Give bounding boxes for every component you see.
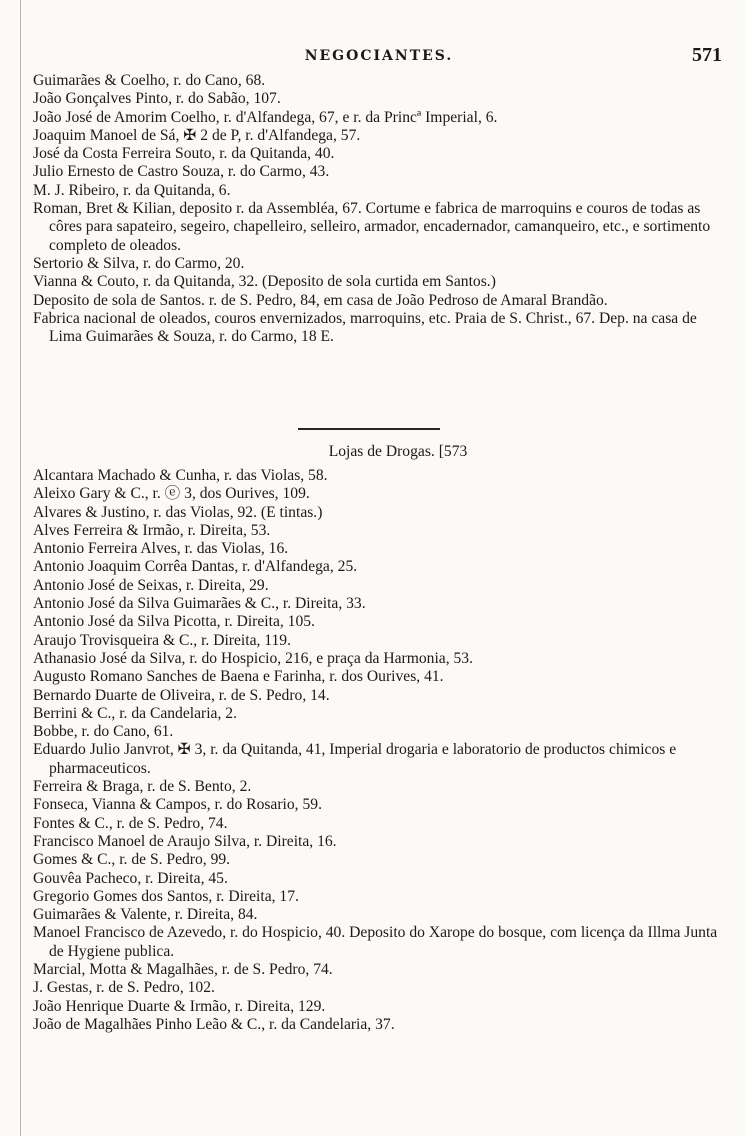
list-entry: Vianna & Couto, r. da Quitanda, 32. (Deposito de sola curtida em Santos.) — [33, 273, 496, 291]
list-entry: Athanasio José da Silva, r. do Hospicio, 216, e praça da Harmonia, 53. — [33, 649, 473, 667]
list-entry: Joaquim Manoel de Sá, ✠ 2 de P, r. d'Alfandega, 57. — [33, 126, 361, 144]
list-entry: Julio Ernesto de Castro Souza, r. do Carmo, 43. — [33, 163, 330, 181]
section-title: NEGOCIANTES. — [304, 48, 454, 64]
list-entry: Sertorio & Silva, r. do Carmo, 20. — [33, 254, 245, 272]
list-entry: Eduardo Julio Janvrot, ✠ 3, r. da Quitanda, 41, Imperial drogaria e laboratorio de productos chimicos e pharmaceuticos. — [33, 741, 677, 777]
list-entry: Bernardo Duarte de Oliveira, r. de S. Pedro, 14. — [33, 686, 330, 704]
list-entry: Fontes & C., r. de S. Pedro, 74. — [33, 814, 228, 832]
list-entry: Gouvêa Pacheco, r. Direita, 45. — [33, 869, 228, 887]
list-entry: João de Magalhães Pinho Leão & C., r. da Candelaria, 37. — [33, 1015, 395, 1033]
list-entry: Alvares & Justino, r. das Violas, 92. (E tintas.) — [33, 503, 323, 521]
negociantes-list — [33, 72, 733, 346]
list-entry: Alves Ferreira & Irmão, r. Direita, 53. — [33, 521, 271, 539]
list-entry: Manoel Francisco de Azevedo, r. do Hospicio, 40. Deposito do Xarope do bosque, com licença da Illma Junta de Hygiene publica. — [33, 924, 718, 960]
list-entry: Augusto Romano Sanches de Baena e Farinha, r. dos Ourives, 41. — [33, 668, 444, 686]
list-entry: Antonio José da Silva Picotta, r. Direita, 105. — [33, 613, 315, 631]
page-header — [30, 44, 728, 70]
list-entry: J. Gestas, r. de S. Pedro, 102. — [33, 979, 215, 997]
list-entry: Gomes & C., r. de S. Pedro, 99. — [33, 851, 231, 869]
list-entry: Antonio Ferreira Alves, r. das Violas, 16. — [33, 540, 289, 558]
list-entry: Gregorio Gomes dos Santos, r. Direita, 17. — [33, 887, 299, 905]
margin-rule — [20, 0, 21, 1136]
list-entry: João José de Amorim Coelho, r. d'Alfandega, 67, e r. da Princª Imperial, 6. — [33, 108, 498, 126]
list-entry: Fonseca, Vianna & Campos, r. do Rosario, 59. — [33, 796, 322, 814]
list-entry: José da Costa Ferreira Souto, r. da Quitanda, 40. — [33, 145, 335, 163]
list-entry: Francisco Manoel de Araujo Silva, r. Direita, 16. — [33, 832, 337, 850]
list-entry: Bobbe, r. do Cano, 61. — [33, 723, 174, 741]
list-entry: João Henrique Duarte & Irmão, r. Direita, 129. — [33, 997, 326, 1015]
list-entry: Alcantara Machado & Cunha, r. das Violas, 58. — [33, 467, 328, 484]
list-entry: Deposito de sola de Santos. r. de S. Pedro, 84, em casa de João Pedroso de Amaral Brandão. — [33, 291, 608, 309]
list-entry: M. J. Ribeiro, r. da Quitanda, 6. — [33, 181, 231, 199]
list-entry: Marcial, Motta & Magalhães, r. de S. Pedro, 74. — [33, 961, 333, 979]
list-entry: Ferreira & Braga, r. de S. Bento, 2. — [33, 778, 252, 796]
list-entry: Guimarães & Coelho, r. do Cano, 68. — [33, 72, 266, 89]
drogas-list — [33, 467, 733, 1034]
list-entry: Antonio José da Silva Guimarães & C., r. Direita, 33. — [33, 595, 366, 613]
list-entry: Antonio José de Seixas, r. Direita, 29. — [33, 576, 269, 594]
page-number: 571 — [692, 44, 722, 66]
list-entry: Araujo Trovisqueira & C., r. Direita, 119. — [33, 631, 291, 649]
section-divider — [298, 428, 440, 430]
list-entry: Aleixo Gary & C., r. ⓔ 3, dos Ourives, 109. — [33, 485, 310, 503]
list-entry: Antonio Joaquim Corrêa Dantas, r. d'Alfandega, 25. — [33, 558, 358, 576]
list-entry: Berrini & C., r. da Candelaria, 2. — [33, 704, 237, 722]
list-entry: João Gonçalves Pinto, r. do Sabão, 107. — [33, 90, 281, 108]
list-entry: Roman, Bret & Kilian, deposito r. da Assembléa, 67. Cortume e fabrica de marroquins e couros de todas as côres para sapateiro, segeiro, chapelleiro, selleiro, armador, encadernador, camanqueiro, etc., e sortimento completo de oleados. — [33, 200, 711, 254]
drogas-heading — [0, 443, 746, 461]
drogas-title: Lojas de Drogas. — [328, 443, 435, 460]
list-entry: Fabrica nacional de oleados, couros envernizados, marroquins, etc. Praia de S. Christ., 67. Dep. na casa de Lima Guimarães & Souza, r. do Carmo, 18 E. — [33, 309, 697, 346]
drogas-crossref: [573 — [438, 443, 468, 460]
list-entry: Guimarães & Valente, r. Direita, 84. — [33, 906, 258, 924]
